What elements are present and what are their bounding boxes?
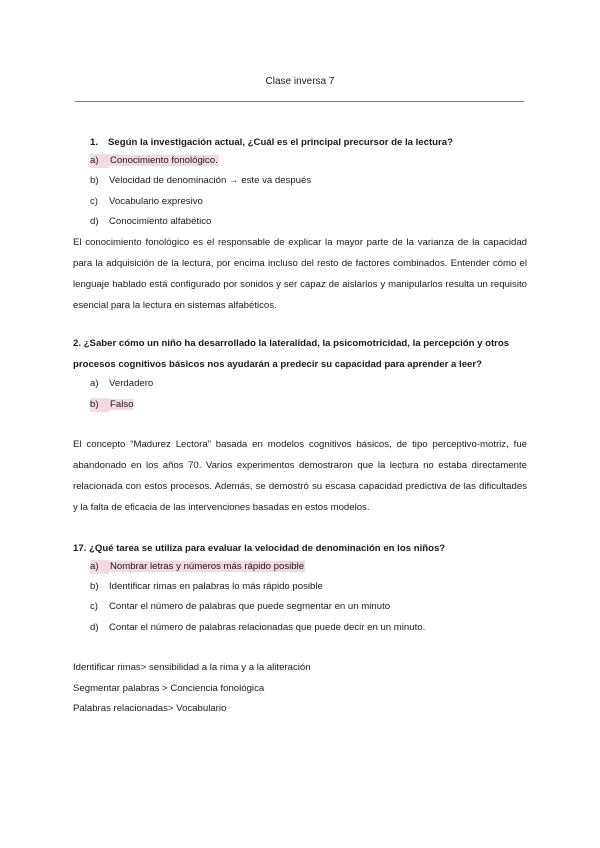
option-letter: c) xyxy=(90,196,98,207)
option-letter: d) xyxy=(90,622,99,633)
question-2-title xyxy=(73,333,527,375)
question-17-option-a xyxy=(90,560,305,574)
question-17-text: ¿Qué tarea se utiliza para evaluar la velocidad de denominación en los niños? xyxy=(89,543,446,554)
option-text: Verdadero xyxy=(109,378,154,389)
option-text: Velocidad de denominación → este va después xyxy=(109,175,312,186)
question-17-option-b xyxy=(90,580,323,594)
page-title: Clase inversa 7 xyxy=(265,76,335,87)
question-2-number: 2. xyxy=(73,338,82,349)
option-text: Vocabulario expresivo xyxy=(109,196,203,207)
question-2-explanation: El concepto “Madurez Lectora” basada en modelos cognitivos básicos, de tipo perceptivo-motriz, fue abandonado en los años 70. Varios experimentos demostraron que la lectura no estaba directamente relacionada con estos procesos. Además, se demostró su escasa capacidad predictiva de las dificultades y la falta de eficacia de las intervenciones basadas en estos modelos. xyxy=(73,439,527,513)
option-text: Conocimiento fonológico. xyxy=(110,155,218,166)
question-1-title xyxy=(90,132,544,153)
question-17-number: 17. xyxy=(73,543,87,554)
option-letter: b) xyxy=(90,398,109,412)
option-letter: d) xyxy=(90,216,99,227)
option-letter: a) xyxy=(90,378,99,389)
option-letter: a) xyxy=(90,560,109,574)
question-1-text: Según la investigación actual, ¿Cuál es el principal precursor de la lectura? xyxy=(108,137,453,148)
question-2-option-b xyxy=(90,398,134,412)
option-text: Nombrar letras y números más rápido posible xyxy=(110,561,305,572)
option-text: Contar el número de palabras relacionadas que puede decir en un minuto. xyxy=(109,622,426,633)
question-1-option-c xyxy=(90,195,203,209)
option-letter: c) xyxy=(90,601,98,612)
question-1-option-d xyxy=(90,215,211,229)
note-rimas: Identificar rimas> sensibilidad a la rima y a la aliteración xyxy=(73,662,311,673)
option-letter: b) xyxy=(90,175,99,186)
title-divider xyxy=(75,101,524,102)
question-17-option-c xyxy=(90,600,390,614)
option-letter: b) xyxy=(90,581,99,592)
option-text: Conocimiento alfabético xyxy=(109,216,212,227)
question-1-explanation: El conocimiento fonológico es el responsable de explicar la mayor parte de la varianza de la capacidad para la adquisición de la lectura, por encima incluso del resto de factores combinados. Entender cómo el lenguaje hablado está configurado por sonidos y ser capaz de aislarlos y manipularlos resulta un requisito esencial para la lectura en sistemas alfabéticos. xyxy=(73,237,527,311)
note-relacionadas: Palabras relacionadas> Vocabulario xyxy=(73,703,227,714)
question-17-title xyxy=(73,538,527,559)
option-letter: a) xyxy=(90,154,109,168)
question-2-option-a xyxy=(90,377,153,391)
option-text: Falso xyxy=(110,399,134,410)
note-segmentar: Segmentar palabras > Conciencia fonológica xyxy=(73,683,265,694)
question-17-option-d xyxy=(90,621,425,635)
option-text: Identificar rimas en palabras lo más rápido posible xyxy=(109,581,323,592)
question-1-option-a xyxy=(90,154,219,168)
question-2-text: ¿Saber cómo un niño ha desarrollado la lateralidad, la psicomotricidad, la percepción y otros procesos cognitivos básicos nos ayudarán a predecir su capacidad para aprender a leer? xyxy=(73,338,510,370)
question-1-option-b xyxy=(90,174,311,188)
question-1-number: 1. xyxy=(90,137,99,148)
option-text: Contar el número de palabras que puede segmentar en un minuto xyxy=(109,601,391,612)
